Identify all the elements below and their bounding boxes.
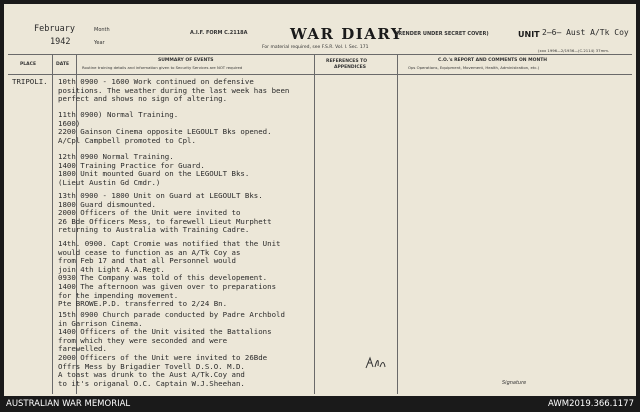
entry-line: 11th 0900) Normal Training. [58, 110, 179, 119]
entry-line: to it's origanal O.C. Captain W.J.Sheehan. [58, 378, 245, 388]
entry-line: 1400 Officers of the Unit visited the Battalions [58, 327, 272, 337]
entry-line: from which they were seconded and were [58, 335, 228, 345]
col-references-title: REFERENCES TO [326, 59, 368, 64]
entry-line: 2200 Gainson Cinema opposite LEGOULT Bks opened. [58, 127, 272, 137]
month-value: February [34, 24, 75, 34]
print-note: (xxx 1996—2/1936—(C.2114) 37mm. [538, 48, 610, 53]
entry-line: 2000 Officers of the Unit were invited to 26Bde [58, 353, 268, 362]
col-summary-sub: Routine training details and information given to Security Services are NOT required [82, 65, 243, 70]
diary-title: WAR DIARY [290, 25, 404, 43]
handwritten-initials-icon [364, 355, 388, 371]
entry-line: (Lieut Austin Gd Cmdr.) [58, 177, 161, 187]
entry-line: farewelled. [58, 344, 107, 354]
entry-line: 15th 0900 Church parade conducted by Padre Archbold [58, 310, 285, 319]
entry-line: 0930 The Company was told of this developement. [58, 273, 268, 283]
unit-label: UNIT [518, 30, 540, 39]
col-references-sub: APPENDICES [334, 65, 366, 70]
signature-label: Signature [502, 380, 527, 386]
year-value: 1942 [50, 37, 71, 47]
footer-bar [0, 396, 640, 412]
entry-line: would cease to function as an A/Tk Coy as [58, 247, 241, 257]
entry-line: 1400 Training Practice for Guard. [58, 160, 205, 170]
col-summary-title: SUMMARY OF EVENTS [158, 58, 214, 63]
entry-place: TRIPOLI. [12, 77, 48, 86]
entry-line: A toast was drunk to the Aust A/Tk.Coy and [58, 370, 245, 380]
col-place: PLACE [20, 62, 37, 67]
diary-sheet [4, 4, 636, 396]
entry-line: returning to Australia with Training Cadre. [58, 225, 250, 235]
entry-line: 12th 0900 Normal Training. [58, 152, 174, 161]
entry-line: from Feb 17 and that all Personnel would [58, 256, 236, 266]
manual-note: For material required, see F.S.R. Vol. I. Sec. 171 [262, 45, 369, 50]
unit-value: 2̶6̶ Aust A/Tk Coy [542, 28, 629, 37]
entry-line: 10th 0900 - 1600 Work continued on defensive [58, 77, 254, 86]
month-label: Month [94, 27, 110, 33]
col-report-title: C.O.'s REPORT AND COMMENTS ON MONTH [438, 58, 548, 63]
entry-line: Offrs Mess by Brigadier Tovell D.S.O. M.D. [58, 361, 245, 371]
year-label: Year [94, 40, 105, 46]
footer-source: AUSTRALIAN WAR MEMORIAL [6, 399, 131, 409]
entry-line: A/Cpl Campbell promoted to Cpl. [58, 135, 196, 145]
entry-line: positions. The weather during the last week has been [58, 85, 290, 95]
entry-line: 1600) [58, 118, 81, 128]
footer-accession: AWM2019.366.1177 [548, 399, 634, 409]
entry-line: 2000 Officers of the Unit were invited to [58, 208, 241, 218]
entry-line: 1400 The afternoon was given over to preparations [58, 282, 277, 291]
entry-line: Pte BROWE.P.D. transferred to 2/24 Bn. [58, 299, 228, 309]
col-report-sub: Ops Operations, Equipment, Movement, Health, Administration, etc.) [408, 65, 540, 70]
entry-line: 14th. 0900. Capt Cromie was notified that the Unit [58, 239, 281, 248]
entry-line: join 4th Light A.A.Regt. [58, 264, 165, 274]
entry-line: 1800 Unit mounted Guard on the LEGOULT Bks. [58, 169, 250, 179]
entry-line: 13th 0900 - 1800 Unit on Guard at LEGOULT Bks. [58, 191, 263, 200]
entry-line: perfect and shows no sign of altering. [58, 94, 228, 104]
entry-line: 1800 Guard dismounted. [58, 199, 156, 209]
entry-line: in Garrison Cinema. [58, 318, 143, 328]
entry-line: for the impending movement. [58, 290, 179, 300]
diary-entries [4, 4, 636, 396]
form-code: A.I.F. FORM C.2118A [190, 30, 248, 36]
entry-line: 26 Bde Officers Mess, to farewell Lieut Murphett [58, 216, 272, 226]
col-date: DATE [56, 62, 70, 67]
cover-note: (RENDER UNDER SECRET COVER) [396, 31, 489, 37]
